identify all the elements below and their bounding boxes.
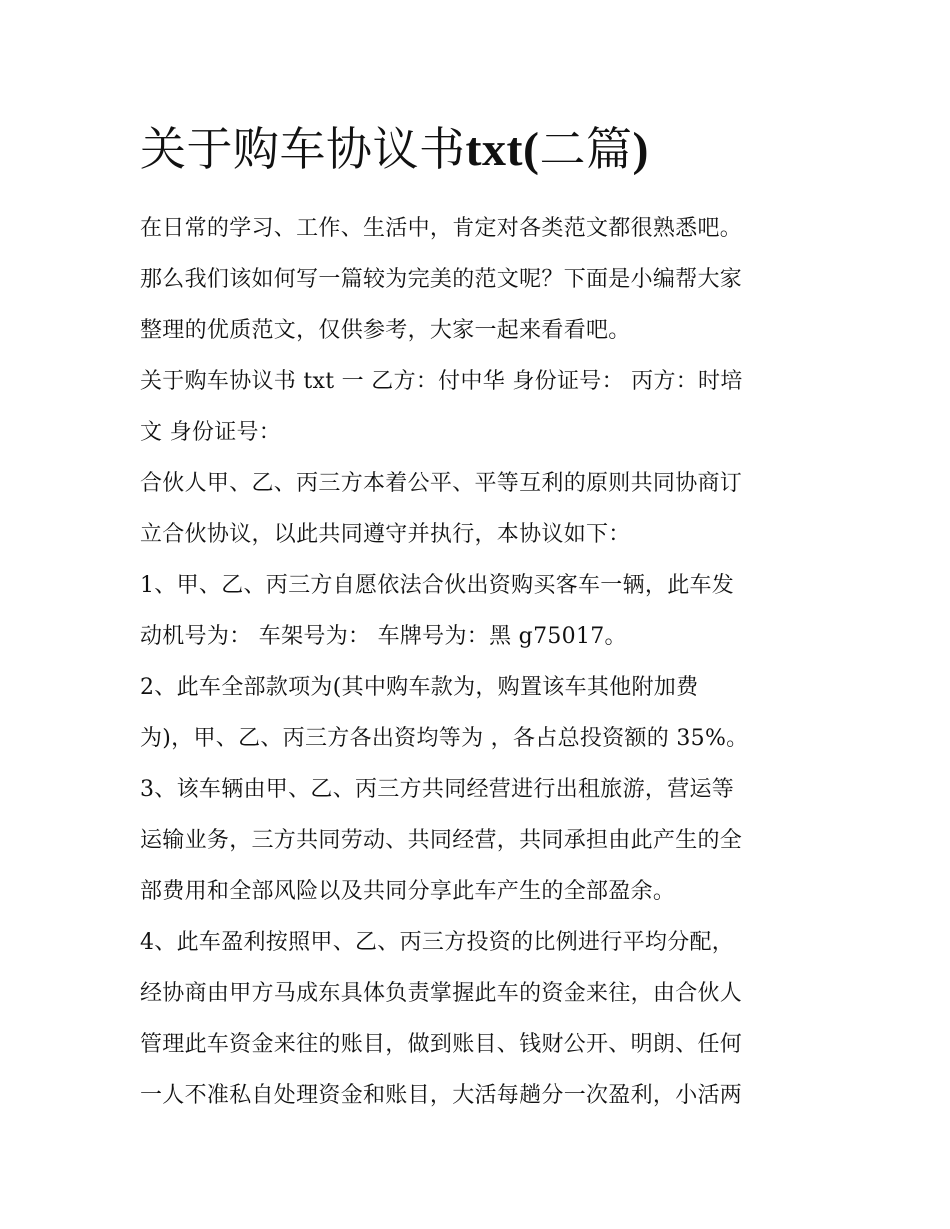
paragraph-line: 运输业务，三方共同劳动、共同经营，共同承担由此产生的全 <box>140 828 743 853</box>
paragraph-line: 管理此车资金来往的账目，做到账目、钱财公开、明朗、任何 <box>140 1032 743 1057</box>
paragraph-preamble <box>140 458 830 560</box>
paragraph-line: 3、该车辆由甲、乙、丙三方共同经营进行出租旅游，营运等 <box>140 777 735 802</box>
paragraph-line: 合伙人甲、乙、丙三方本着公平、平等互利的原则共同协商订 <box>140 471 743 496</box>
paragraph-line: 为)，甲、乙、丙三方各出资均等为 ，各占总投资额的 35%。 <box>140 726 749 751</box>
document-title <box>140 118 830 181</box>
title-count: 二篇 <box>539 122 633 176</box>
paragraph-line: 1、甲、乙、丙三方自愿依法合伙出资购买客车一辆，此车发 <box>140 573 735 598</box>
paragraph-line: 那么我们该如何写一篇较为完美的范文呢？下面是小编帮大家 <box>140 267 743 292</box>
paragraph-parties <box>140 356 830 458</box>
paragraph-line: 动机号为： 车架号为： 车牌号为：黑 g75017。 <box>140 624 627 649</box>
paragraph-intro <box>140 203 830 356</box>
paragraph-line: 经协商由甲方马成东具体负责掌握此车的资金来往，由合伙人 <box>140 981 743 1006</box>
clause-2 <box>140 662 830 764</box>
paragraph-line: 部费用和全部风险以及共同分享此车产生的全部盈余。 <box>140 879 676 904</box>
title-close-paren: ) <box>632 123 649 176</box>
clause-3 <box>140 764 830 917</box>
title-latin: txt( <box>465 123 540 176</box>
paragraph-line: 在日常的学习、工作、生活中，肯定对各类范文都很熟悉吧。 <box>140 216 743 241</box>
document-content <box>140 118 830 1121</box>
clause-1 <box>140 560 830 662</box>
title-chinese: 关于购车协议书 <box>140 122 466 176</box>
clause-4 <box>140 917 830 1121</box>
paragraph-line: 文 身份证号： <box>140 420 282 445</box>
paragraph-line: 立合伙协议，以此共同遵守并执行，本协议如下： <box>140 522 631 547</box>
paragraph-line: 4、此车盈利按照甲、乙、丙三方投资的比例进行平均分配， <box>140 930 735 955</box>
paragraph-line: 一人不准私自处理资金和账目，大活每趟分一次盈利，小活两 <box>140 1083 743 1108</box>
paragraph-line: 2、此车全部款项为(其中购车款为，购置该车其他附加费 <box>140 675 699 700</box>
paragraph-line: 整理的优质范文，仅供参考，大家一起来看看吧。 <box>140 318 631 343</box>
paragraph-line: 关于购车协议书 txt 一 乙方：付中华 身份证号： 丙方：时培 <box>140 369 743 394</box>
